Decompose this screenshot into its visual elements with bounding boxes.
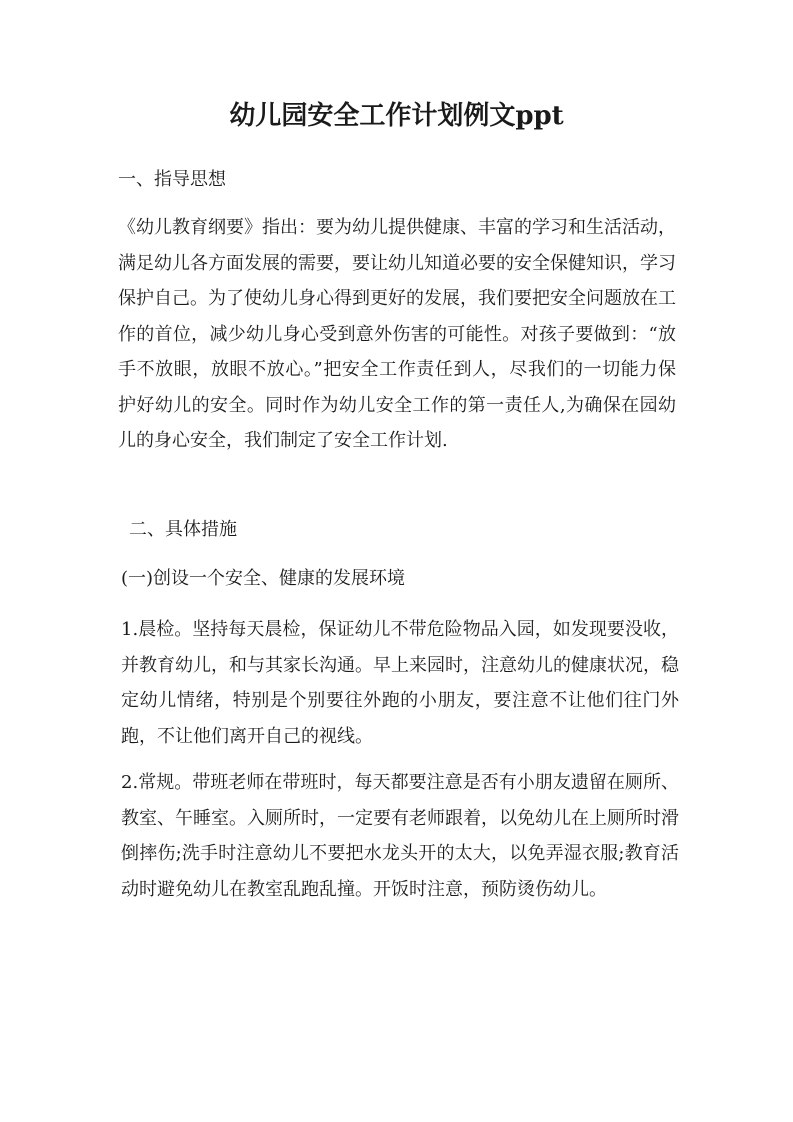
list-item-morning-check: 1.晨检。坚持每天晨检，保证幼儿不带危险物品入园，如发现要没收，并教育幼儿，和与其家长沟通。早上来园时，注意幼儿的健康状况，稳定幼儿情绪，特别是个别要往外跑的小朋友，要注意不让他们往门外跑，不让他们离开自己的视线。	[121, 619, 679, 747]
section-heading-guiding-thought: 一、指导思想	[118, 169, 226, 190]
section-heading-specific-measures: 二、具体措施	[129, 519, 237, 540]
document-title: 幼儿园安全工作计划例文ppt	[229, 101, 564, 131]
paragraph-guiding-thought: 《幼儿教育纲要》指出：要为幼儿提供健康、丰富的学习和生活活动，满足幼儿各方面发展的需要，要让幼儿知道必要的安全保健知识，学习保护自己。为了使幼儿身心得到更好的发展，我们要把安全问题放在工作的首位，减少幼儿身心受到意外伤害的可能性。对孩子要做到：“放手不放眼，放眼不放心。”把安全工作责任到人，尽我们的一切能力保护好幼儿的安全。同时作为幼儿安全工作的第一责任人,为确保在园幼儿的身心安全，我们制定了安全工作计划.	[118, 217, 676, 451]
subsection-heading-environment: (一)创设一个安全、健康的发展环境	[121, 568, 406, 589]
list-item-routine: 2.常规。带班老师在带班时，每天都要注意是否有小朋友遗留在厕所、教室、午睡室。入厕所时，一定要有老师跟着，以免幼儿在上厕所时滑倒摔伤;洗手时注意幼儿不要把水龙头开的太大，以免弄湿衣服;教育活动时避免幼儿在教室乱跑乱撞。开饭时注意，预防烫伤幼儿。	[121, 772, 679, 900]
